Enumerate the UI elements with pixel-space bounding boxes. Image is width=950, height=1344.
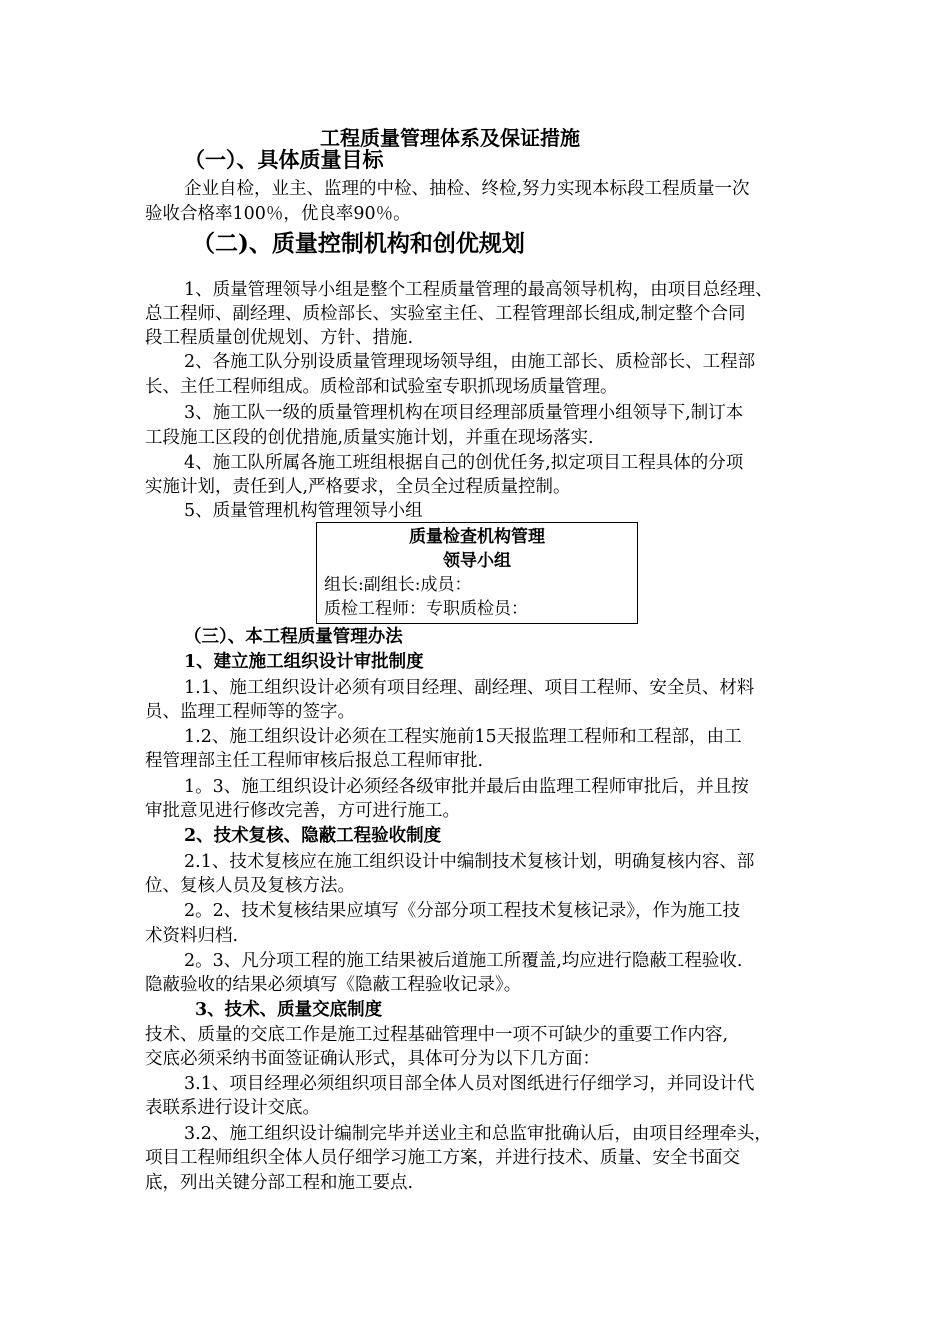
subsection-3-heading: 3、技术、质量交底制度 [195,1000,383,1020]
paragraph-line: 表联系进行设计交底。 [145,1098,320,1118]
paragraph-line: 2.1、技术复核应在施工组织设计中编制技术复核计划，明确复核内容、部 [184,852,755,872]
paragraph-line: 4、施工队所属各施工班组根据自己的创优任务,拟定项目工程具体的分项 [184,453,744,473]
document-title: 工程质量管理体系及保证措施 [320,126,580,150]
paragraph-line: 3.2、施工组织设计编制完毕并送业主和总监审批确认后，由项目经理牵头， [184,1124,772,1144]
paragraph-line: 段工程质量创优规划、方针、措施. [145,328,414,348]
paragraph-line: 术资料归档. [145,926,239,946]
section-1-heading: （一）、具体质量目标 [184,147,384,172]
paragraph-line: 位、复核人员及复核方法。 [145,876,355,896]
org-box [316,522,638,624]
paragraph-line: 3.1、项目经理必须组织项目部全体人员对图纸进行仔细学习，并同设计代 [184,1074,755,1094]
subsection-2-heading: 2、技术复核、隐蔽工程验收制度 [184,826,442,846]
paragraph-line: 2。3、凡分项工程的施工结果被后道施工所覆盖,均应进行隐蔽工程验收. [184,951,743,971]
section-3-heading: （三）、本工程质量管理办法 [184,627,403,647]
paragraph-line: 底，列出关键分部工程和施工要点. [145,1173,414,1193]
paragraph-line: 项目工程师组织全体人员仔细学习施工方案，并进行技术、质量、安全书面交 [145,1148,740,1168]
paragraph-line: 实施计划，责任到人,严格要求，全员全过程质量控制。 [145,477,571,497]
paragraph-line: 2。2、技术复核结果应填写《分部分项工程技术复核记录》，作为施工技 [184,901,741,921]
org-box-subtitle: 领导小组 [443,551,511,571]
paragraph-line: 5、质量管理机构管理领导小组 [184,501,423,521]
paragraph-line: 技术、质量的交底工作是施工过程基础管理中一项不可缺少的重要工作内容, [145,1025,729,1045]
paragraph-line: 员、监理工程师等的签字。 [145,702,355,722]
paragraph-line: 企业自检，业主、监理的中检、抽检、终检,努力实现本标段工程质量一次 [184,179,750,199]
paragraph-line: 程管理部主任工程师审核后报总工程师审批. [145,751,484,771]
paragraph-line: 1.2、施工组织设计必须在工程实施前15天报监理工程师和工程部，由工 [184,727,742,747]
paragraph-line: 长、主任工程师组成。质检部和试验室专职抓现场质量管理。 [145,377,618,397]
paragraph-line: 工段施工区段的创优措施,质量实施计划，并重在现场落实. [145,428,594,448]
org-box-roles: 组长:副组长:成员： [324,575,472,595]
paragraph-line: 总工程师、副经理、质检部长、实验室主任、工程管理部长组成,制定整个合同 [145,304,746,324]
paragraph-line: 1。3、施工组织设计必须经各级审批并最后由监理工程师审批后，并且按 [184,777,749,797]
org-box-title: 质量检查机构管理 [409,527,545,547]
paragraph-line: 1、质量管理领导小组是整个工程质量管理的最高领导机构，由项目总经理、 [184,280,773,300]
paragraph-line: 1.1、施工组织设计必须有项目经理、副经理、项目工程师、安全员、材料 [184,678,755,698]
subsection-1-heading: 1、建立施工组织设计审批制度 [184,652,424,672]
paragraph-line: 3、施工队一级的质量管理机构在项目经理部质量管理小组领导下,制订本 [184,403,744,423]
paragraph-line: 2、各施工队分别设质量管理现场领导组，由施工部长、质检部长、工程部 [184,352,756,372]
section-2-heading: （二)、质量控制机构和创优规划 [192,230,525,257]
paragraph-line: 交底必须采纳书面签证确认形式，具体可分为以下几方面： [145,1049,600,1069]
paragraph-line: 隐蔽验收的结果必须填写《隐蔽工程验收记录》。 [145,975,522,995]
paragraph-line: 验收合格率100％，优良率90％。 [145,204,411,224]
paragraph-line: 审批意见进行修改完善，方可进行施工。 [145,801,460,821]
org-box-inspectors: 质检工程师：专职质检员： [324,599,528,619]
